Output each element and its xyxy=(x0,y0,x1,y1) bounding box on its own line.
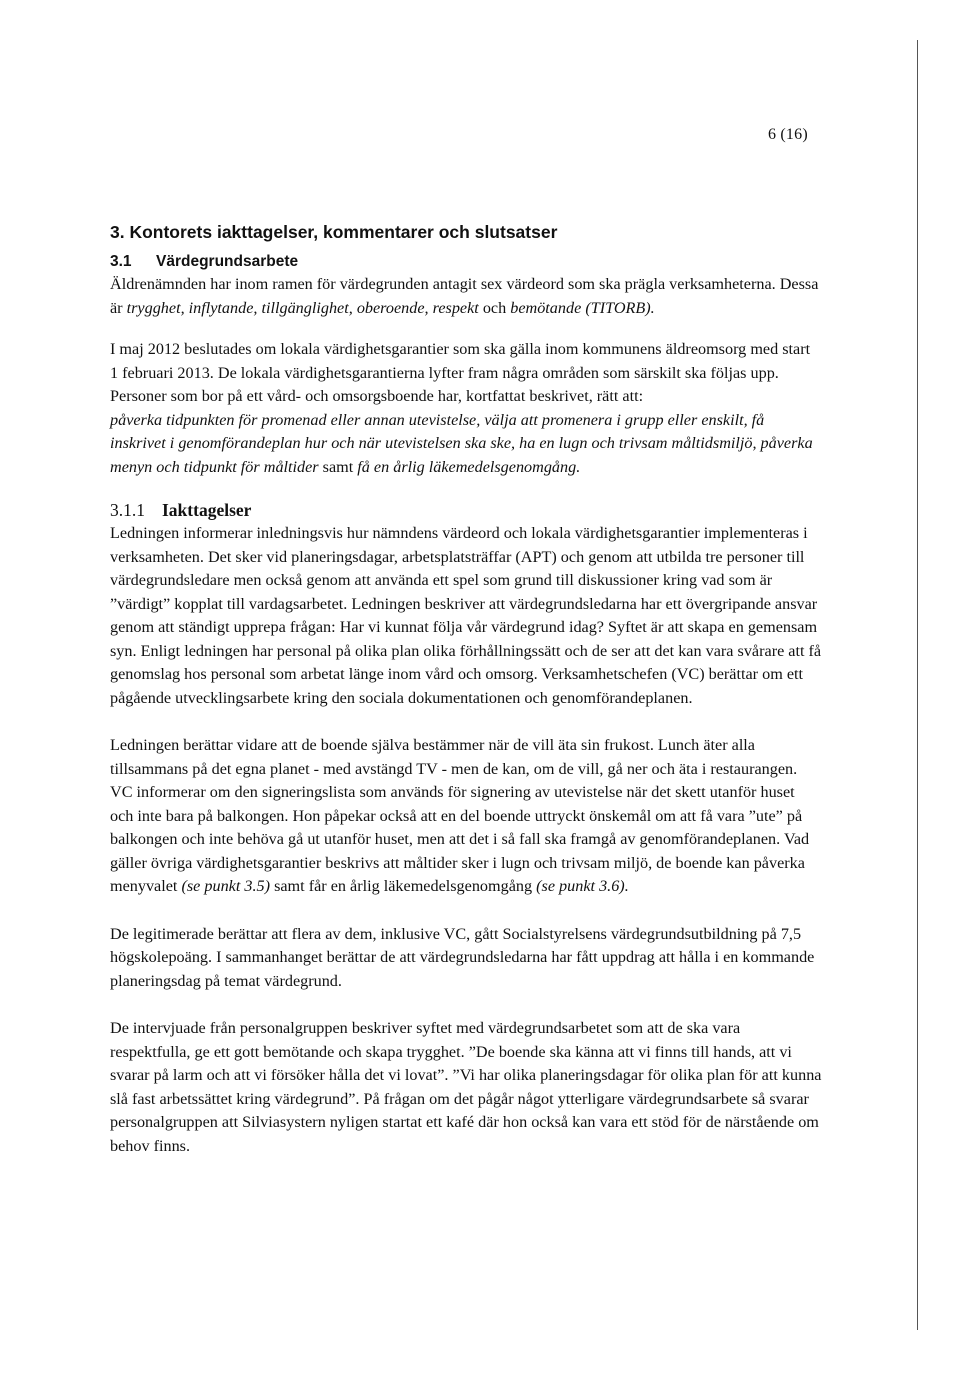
page-number: 6 (16) xyxy=(768,126,808,143)
reference-italic: (se punkt 3.6). xyxy=(536,877,629,895)
paragraph-guarantees xyxy=(110,338,822,479)
paragraph-text: Ledningen berättar vidare att de boende själva bestämmer när de vill äta sin frukost. Lunch äter alla tillsammans på det egna planet - med avstängd TV - men de kan, om de vill, gå ner och äta i restaurangen. VC informerar om den signeringslista som används för signering av utevistelse när det skett utanför huset och inte bara på balkongen. Hon påpekar också att en del boende uttryckt önskemål om att få vara ”ute” på balkongen och inte behöva gå ut utanför huset, men att det i så fall ska framgå av genomförandeplanen. Vad gäller övriga värdighetsgarantier beskrivs att måltider sker i lugn och trivsam miljö, de boende kan påverka menyvalet xyxy=(110,736,810,895)
titorb-italic: bemötande (TITORB). xyxy=(510,298,655,317)
paragraph-text: samt får en årlig läkemedelsgenomgång xyxy=(270,877,537,895)
document-body xyxy=(110,222,822,1158)
guarantees-italic: påverka tidpunkten för promenad eller annan utevistelse, välja att promenera i grupp eller enskilt, få inskrivet i genomförandeplan hur och när utevistelsen ska ske, ha en lugn och trivsam måltidsmiljö, påverka menyn och tidpunkt för måltider xyxy=(110,410,813,476)
subsection-heading xyxy=(110,253,822,271)
observations-number: 3.1.1 xyxy=(110,500,145,520)
observations-heading xyxy=(110,499,822,522)
paragraph-text: samt xyxy=(318,457,358,476)
paragraph-text: och xyxy=(478,298,511,317)
section-heading: 3. Kontorets iakttagelser, kommentarer och slutsatser xyxy=(110,222,558,242)
observations-title: Iakttagelser xyxy=(162,500,252,520)
paragraph-text: I maj 2012 beslutades om lokala värdighetsgarantier som ska gälla inom kommunens äldreomsorg med start 1 februari 2013. De lokala värdighetsgarantierna lyfter fram några områden som särskilt ska följas upp. Personer som bor på ett vård- och omsorgsboende har, kortfattat beskrivet, rätt att: xyxy=(110,340,811,405)
guarantees-italic-end: få en årlig läkemedelsgenomgång. xyxy=(357,457,581,476)
paragraph-staff: De intervjuade från personalgruppen beskriver syftet med värdegrundsarbetet som att de ska vara respektfulla, ge ett gott bemötande och skapa trygghet. ”De boende ska känna att vi finns till hands, att vi svarar på larm och att vi försöker hålla det vi lovat”. ”Vi har olika planeringsdagar för olika plan för att kunna slå fast arbetssättet kring värdegrund”. På frågan om det pågår något ytterligare värdegrundsarbete så svarar personalgruppen att Silviasystern nyligen startat ett kafé där hon också kan vara ett stöd för de närstående om behov finns. xyxy=(110,1019,822,1155)
margin-rule xyxy=(917,40,918,1330)
paragraph-management: Ledningen informerar inledningsvis hur nämndens värdeord och lokala värdighetsgarantier implementeras i verksamheten. Det sker vid planeringsdagar, arbetsplatsträffar (APT) och genom att utbilda tre personer till värdegrundsledare men också genom att använda ett spel som grund till diskussioner kring vad som är ”värdigt” kopplat till vardagsarbetet. Ledningen beskriver att värdegrundsledarna har ett övergripande ansvar genom att ständigt upprepa frågan: Har vi kunnat följa vår värdegrund idag? Syftet är att skapa en gemensam syn. Enligt ledningen har personal på olika plan olika förhållningssätt och de ser att det kan vara svårare att få genomslag hos personal som arbetat länge inom vård och omsorg. Verksamhetschefen (VC) berättar om ett pågående utvecklingsarbete kring den sociala dokumentationen och genomförandeplanen. xyxy=(110,524,822,707)
subsection-title: Värdegrundsarbete xyxy=(156,253,299,270)
subsection-number: 3.1 xyxy=(110,253,132,270)
paragraph-text: Äldrenämnden har inom ramen för värdegrunden antagit sex värdeord som ska prägla verksamheterna. Dessa är xyxy=(110,275,819,317)
paragraph-values xyxy=(110,273,822,320)
values-italic: trygghet, inflytande, tillgänglighet, oberoende, respekt xyxy=(126,298,479,317)
paragraph-meals xyxy=(110,734,822,899)
reference-italic: (se punkt 3.5) xyxy=(181,877,271,895)
paragraph-licensed: De legitimerade berättar att flera av dem, inklusive VC, gått Socialstyrelsens värdegrundsutbildning på 7,5 högskolepoäng. I sammanhanget berättar de att värdegrundsledarna har fått uppdrag att hålla i en kommande planeringsdag på temat värdegrund. xyxy=(110,924,815,990)
